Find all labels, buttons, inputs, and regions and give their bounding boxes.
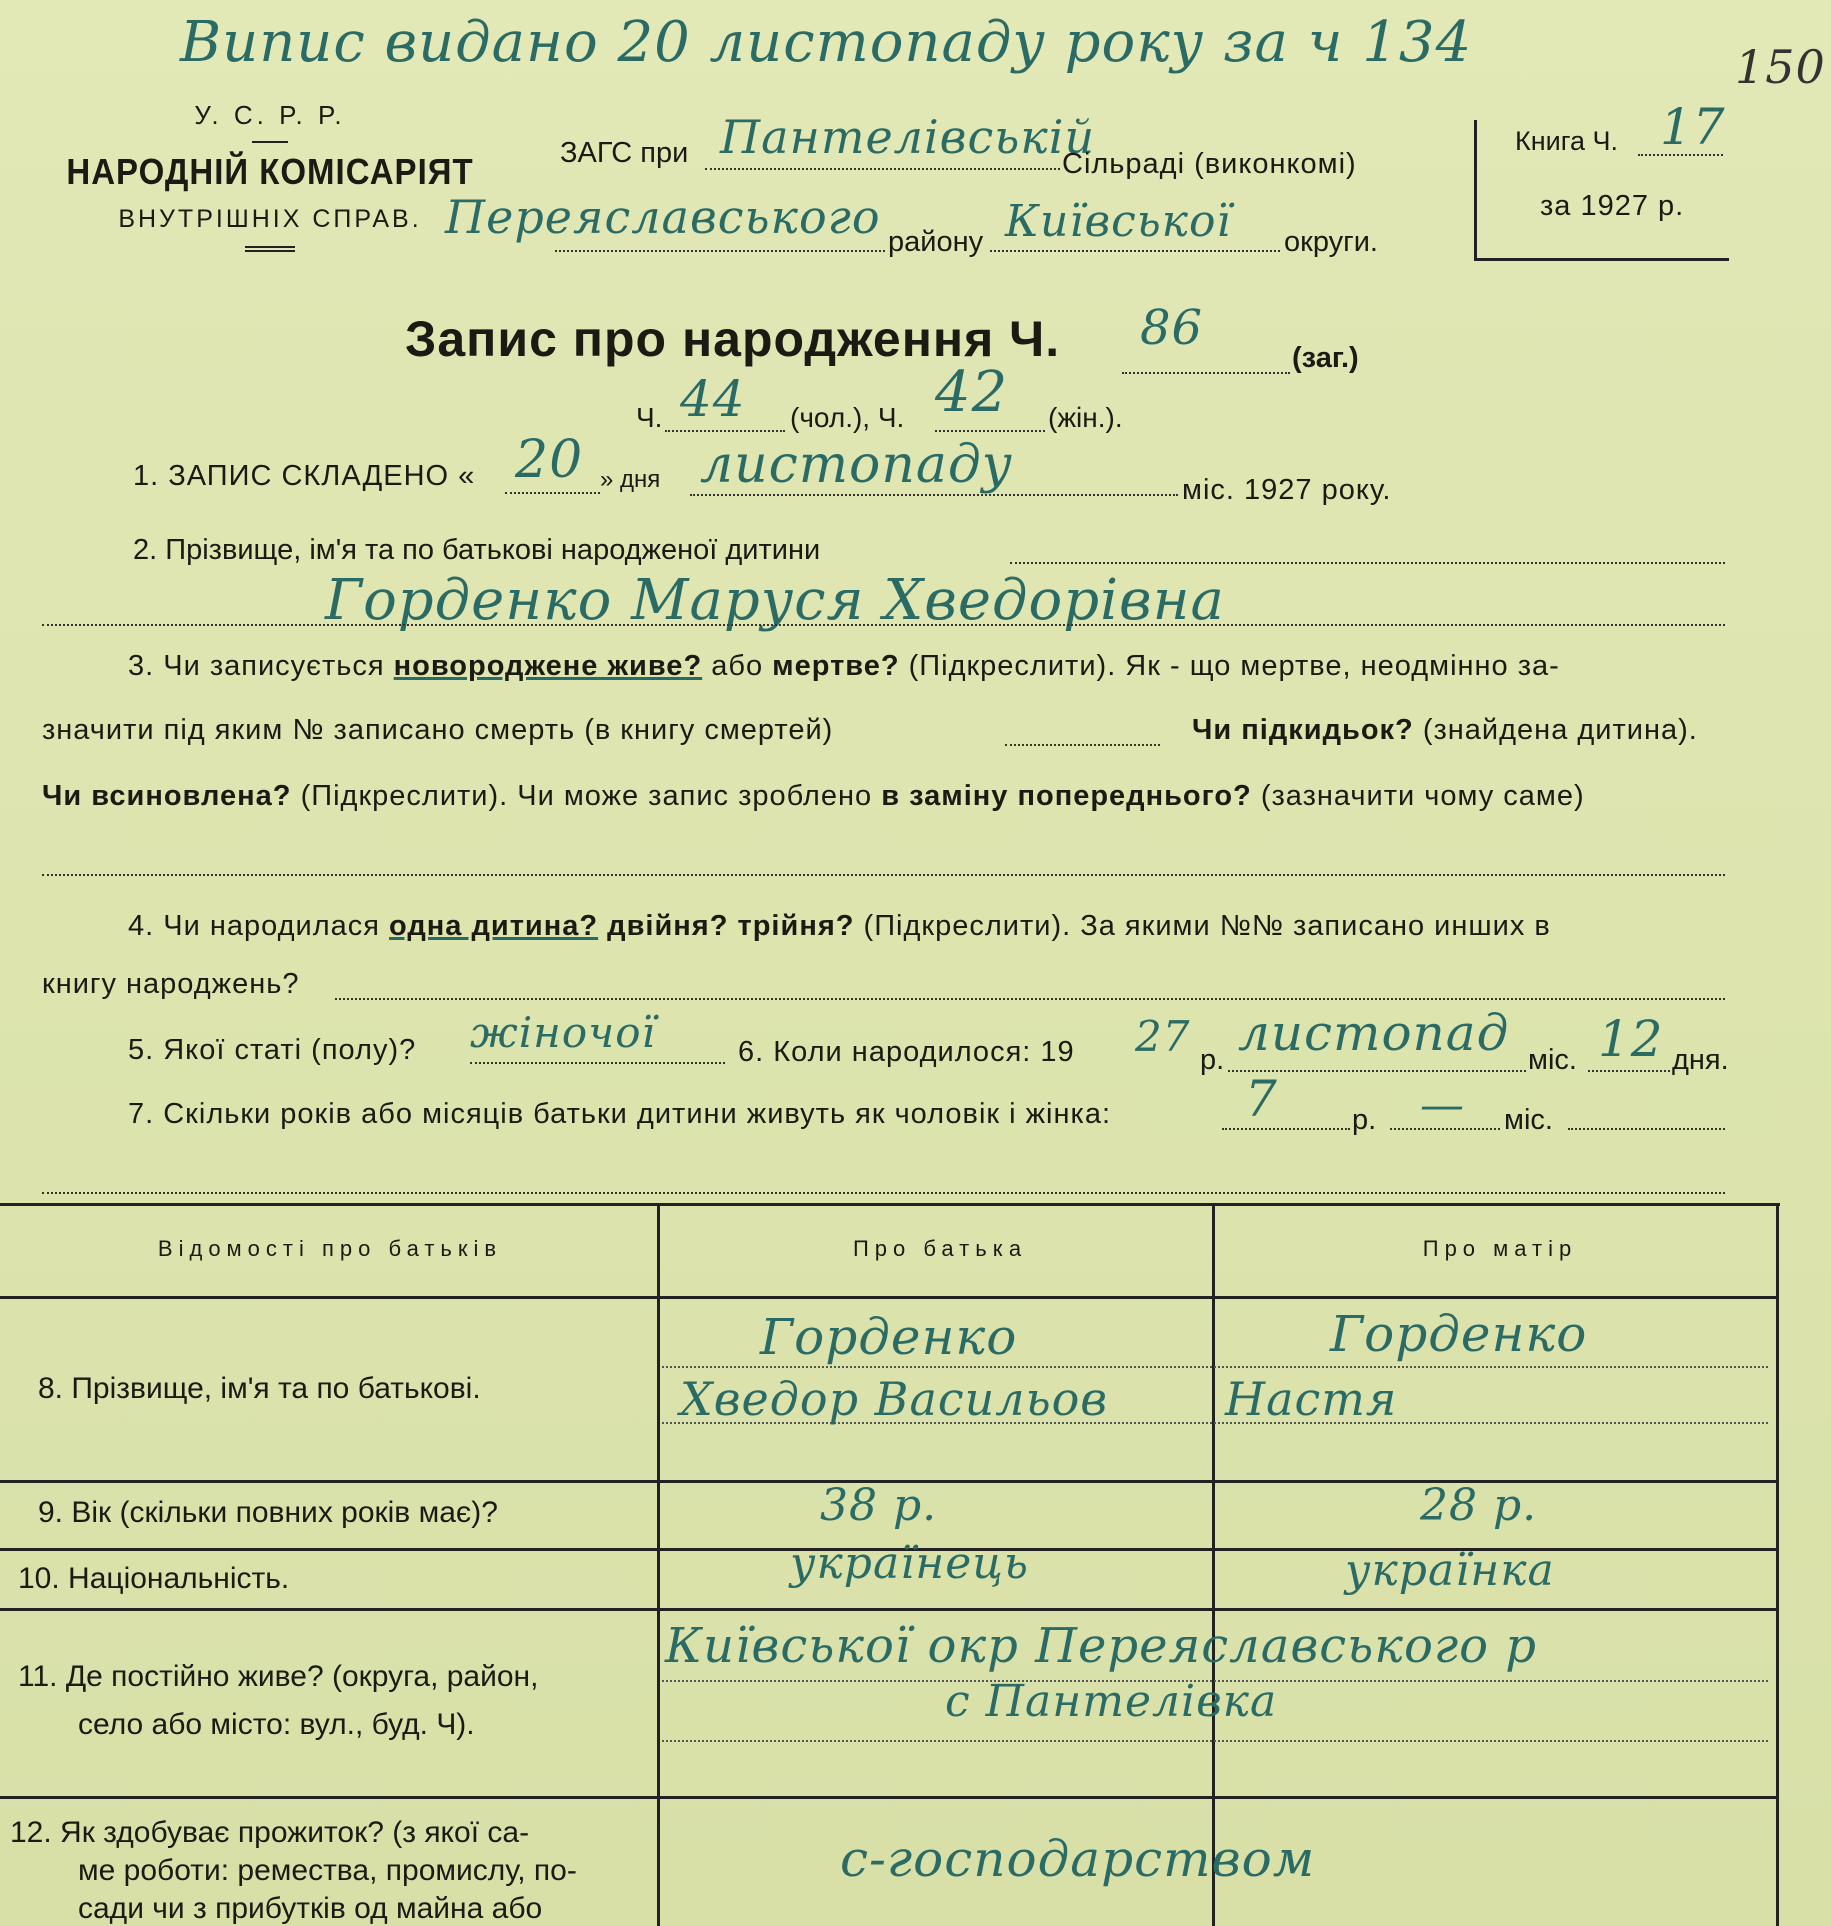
- table-header-father: Про батька: [852, 1236, 1028, 1261]
- raion-value: Переяславського: [445, 190, 881, 244]
- item7-years-suffix: р.: [1352, 1104, 1377, 1136]
- item3-line3: [42, 780, 1585, 813]
- record-total-suffix: (заг.): [1292, 342, 1359, 374]
- item5-sex-value: жіночої: [470, 1008, 656, 1057]
- table-header-mother: Про матір: [1422, 1236, 1578, 1261]
- item1-day-suffix: » дня: [600, 466, 661, 493]
- header-usrr: У. С. Р. Р.: [194, 100, 346, 130]
- item6-month-value: листопад: [1238, 1004, 1510, 1062]
- zags-village-field: [705, 168, 1060, 170]
- row11-label-2: село або місто: вул., буд. Ч).: [78, 1708, 475, 1741]
- item5-label: 5. Якої статі (полу)?: [128, 1034, 417, 1066]
- row9-father-age: 38 р.: [820, 1480, 938, 1531]
- record-male-value: 44: [680, 370, 746, 428]
- row12-label-1: 12. Як здобуває прожиток? (з якої са-: [10, 1816, 530, 1849]
- item1-label: 1. ЗАПИС СКЛАДЕНО «: [133, 460, 476, 492]
- handwritten-page-number: 150: [1735, 40, 1826, 94]
- handwritten-top-note: Випис видано 20 листопаду року за ч 134: [180, 10, 1473, 75]
- okruga-field: [990, 250, 1280, 252]
- header-ministry-block: [60, 100, 480, 264]
- row8-label: 8. Прізвище, ім'я та по батькові.: [38, 1372, 481, 1405]
- record-female-label: (жін.).: [1048, 402, 1123, 433]
- table-right-border: [1776, 1203, 1779, 1926]
- row11-label-1: 11. Де постійно живе? (округа, район,: [18, 1660, 539, 1693]
- item3-instruction: (Підкреслити). Як - що мертве, неодмінно за-: [908, 650, 1560, 682]
- item6-day-field: [1588, 1070, 1670, 1072]
- item4-line2: книгу народжень?: [42, 968, 300, 1000]
- item7-line2: [42, 1192, 1725, 1194]
- item3-line1: [128, 650, 1560, 683]
- item3-adopted: Чи всиновлена?: [42, 780, 292, 812]
- book-number-value: 17: [1660, 98, 1726, 156]
- row8-mother-surname: Горденко: [1330, 1305, 1588, 1363]
- item3-foundling: Чи підкидьок?: [1192, 714, 1414, 746]
- item2-line1: [1010, 562, 1725, 564]
- item7-years-value: 7: [1245, 1070, 1278, 1128]
- row12-label-3: сади чи з прибутків од майна або: [78, 1892, 543, 1925]
- row10-bottom: [0, 1608, 1778, 1611]
- item3-option-alive: новороджене живе?: [393, 650, 703, 682]
- item5-field: [470, 1062, 725, 1064]
- record-female-value: 42: [935, 360, 1009, 425]
- item4-option-triplets: трійня?: [737, 910, 855, 942]
- item3-option-dead: мертве?: [772, 650, 900, 682]
- row10-label: 10. Національність.: [18, 1562, 290, 1595]
- item3-or: або: [711, 650, 764, 682]
- item1-day-value: 20: [515, 430, 584, 490]
- item3-line2b: [1192, 714, 1698, 747]
- row11-dots-2: [662, 1740, 1768, 1742]
- record-total-value: 86: [1140, 300, 1204, 356]
- item4-field: [335, 998, 1725, 1000]
- item4-line1: [128, 910, 1551, 943]
- row8-dots-1: [662, 1366, 1768, 1368]
- header-commissariat: НАРОДНІЙ КОМІСАРІЯТ: [66, 151, 474, 192]
- item7-months-suffix: міс.: [1504, 1104, 1553, 1136]
- item3-foundling-note: (знайдена дитина).: [1422, 714, 1698, 746]
- raion-label: району: [888, 226, 984, 258]
- item4-option-twins: двійня?: [607, 910, 729, 942]
- header-double-divider: [245, 246, 295, 252]
- record-ch-label: Ч.: [636, 402, 663, 433]
- item2-label: 2. Прізвище, ім'я та по батькові народженої дитини: [133, 534, 821, 566]
- row8-mother-name: Настя: [1225, 1372, 1398, 1426]
- row11-bottom: [0, 1796, 1778, 1799]
- item6-year-suffix: р.: [1200, 1044, 1225, 1076]
- record-title: Запис про народження Ч.: [405, 311, 1061, 367]
- book-label: Книга Ч.: [1515, 126, 1618, 156]
- table-header-bottom: [0, 1296, 1778, 1299]
- item7-years-field: [1222, 1128, 1350, 1130]
- zags-village-value: Пантелівській: [720, 110, 1096, 164]
- row12-livelihood: с-господарством: [840, 1830, 1316, 1888]
- item3-death-field: [1005, 744, 1160, 746]
- item3-question: 3. Чи записується: [128, 650, 385, 682]
- item6-month-suffix: міс.: [1528, 1044, 1577, 1076]
- record-male-field: [665, 430, 785, 432]
- item2-line2: [42, 624, 1725, 626]
- silradi-label: Сільраді (виконкомі): [1062, 148, 1357, 180]
- item6-day-value: 12: [1598, 1010, 1664, 1068]
- row8-father-surname: Горденко: [760, 1308, 1018, 1366]
- row10-mother-nationality: українка: [1345, 1545, 1555, 1596]
- okruga-value: Київської: [1005, 196, 1232, 247]
- row12-label-2: ме роботи: ремества, промислу, по-: [78, 1854, 577, 1887]
- book-year: за 1927 р.: [1540, 190, 1685, 222]
- raion-field: [555, 250, 885, 252]
- item3-death-record: значити під яким № записано смерть (в книгу смертей): [42, 714, 834, 746]
- item6-label: 6. Коли народилося: 19: [738, 1036, 1075, 1068]
- table-header-info: Відомості про батьків: [157, 1236, 503, 1261]
- zags-label: ЗАГС при: [560, 137, 689, 169]
- item4-question: 4. Чи народилася: [128, 910, 380, 942]
- record-total-field: [1122, 372, 1290, 374]
- row9-mother-age: 28 р.: [1420, 1480, 1538, 1531]
- record-female-field: [935, 430, 1045, 432]
- item4-instruction: (Підкреслити). За якими №№ записано инших в: [863, 910, 1551, 942]
- item1-year: міс. 1927 року.: [1182, 474, 1392, 506]
- record-male-label: (чол.), Ч.: [790, 402, 905, 433]
- item1-day-field: [505, 492, 600, 494]
- item3-replacement-note: (зазначити чому саме): [1260, 780, 1585, 812]
- row10-father-nationality: українець: [790, 1538, 1029, 1589]
- item3-replacement-q: (Підкреслити). Чи може запис зроблено: [300, 780, 873, 812]
- row11-residence-line1: Київської окр Переяславського р: [665, 1618, 1537, 1674]
- row8-father-name: Хведор Васильов: [680, 1372, 1109, 1426]
- item7-field-end: [1568, 1128, 1725, 1130]
- item3-line2: [42, 714, 833, 747]
- item7-months-value: —: [1420, 1080, 1465, 1131]
- table-col-divider-2: [1212, 1203, 1215, 1926]
- row9-label: 9. Вік (скільки повних років має)?: [38, 1496, 498, 1529]
- table-col-divider-1: [657, 1203, 660, 1926]
- okruga-label: округи.: [1284, 226, 1378, 258]
- item3-replacement: в заміну попереднього?: [881, 780, 1252, 812]
- item1-month-value: листопаду: [700, 435, 1013, 495]
- header-divider: [252, 141, 288, 143]
- item6-day-suffix: дня.: [1672, 1044, 1729, 1076]
- header-internal-affairs: ВНУТРІШНІХ СПРАВ.: [118, 205, 422, 233]
- item4-option-single: одна дитина?: [389, 910, 599, 942]
- item3-line4: [42, 874, 1725, 876]
- item7-label: 7. Скільки років або місяців батьки дитини живуть як чоловік і жінка:: [128, 1098, 1112, 1130]
- row11-residence-line2: с Пантелівка: [945, 1676, 1278, 1727]
- item6-year-value: 27: [1135, 1012, 1191, 1061]
- parents-table: [0, 1203, 1780, 1206]
- item2-child-name: Горденко Маруся Хведорівна: [325, 568, 1225, 633]
